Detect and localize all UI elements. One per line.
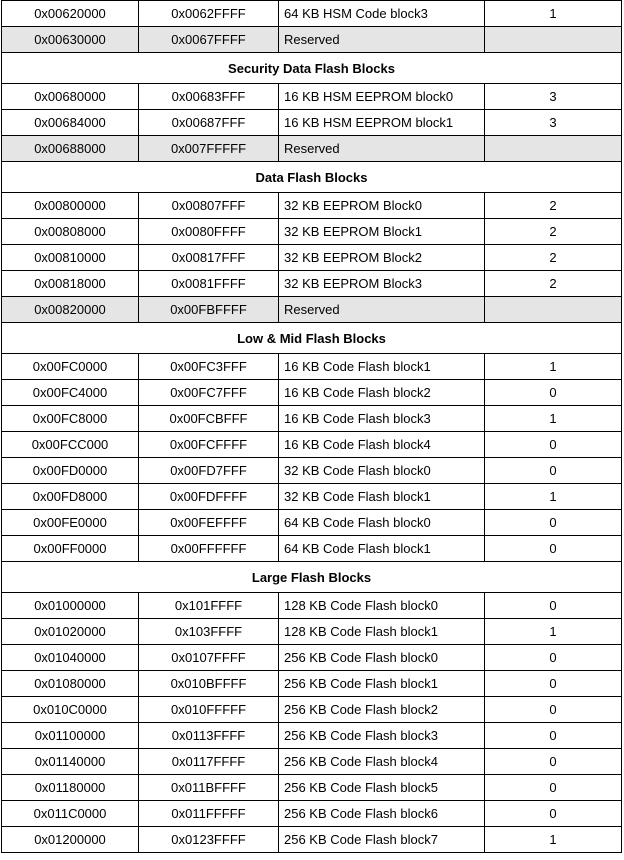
start-address-cell: 0x00FC4000 <box>2 380 139 406</box>
value-cell: 3 <box>485 84 622 110</box>
block-description-cell: 16 KB HSM EEPROM block0 <box>279 84 485 110</box>
table-row <box>2 406 622 432</box>
table-row <box>2 271 622 297</box>
start-address-cell: 0x010C0000 <box>2 697 139 723</box>
end-address-cell: 0x0113FFFF <box>139 723 279 749</box>
block-description-cell: 32 KB EEPROM Block2 <box>279 245 485 271</box>
start-address-cell: 0x00FE0000 <box>2 510 139 536</box>
end-address-cell: 0x00FBFFFF <box>139 297 279 323</box>
table-row <box>2 219 622 245</box>
end-address-cell: 0x00FC7FFF <box>139 380 279 406</box>
value-cell: 0 <box>485 432 622 458</box>
table-row <box>2 458 622 484</box>
section-title: Low & Mid Flash Blocks <box>2 323 622 354</box>
block-description-cell: 32 KB Code Flash block1 <box>279 484 485 510</box>
table-row <box>2 484 622 510</box>
value-cell <box>485 136 622 162</box>
value-cell: 1 <box>485 406 622 432</box>
value-cell: 0 <box>485 801 622 827</box>
end-address-cell: 0x0117FFFF <box>139 749 279 775</box>
table-row <box>2 645 622 671</box>
value-cell: 1 <box>485 484 622 510</box>
value-cell: 0 <box>485 510 622 536</box>
table-row <box>2 697 622 723</box>
block-description-cell: 64 KB HSM Code block3 <box>279 1 485 27</box>
table-row <box>2 380 622 406</box>
section-title: Large Flash Blocks <box>2 562 622 593</box>
start-address-cell: 0x00800000 <box>2 193 139 219</box>
value-cell: 0 <box>485 775 622 801</box>
end-address-cell: 0x00687FFF <box>139 110 279 136</box>
table-row <box>2 1 622 27</box>
table-row <box>2 354 622 380</box>
table-row <box>2 593 622 619</box>
start-address-cell: 0x00FC0000 <box>2 354 139 380</box>
block-description-cell: 256 KB Code Flash block7 <box>279 827 485 853</box>
end-address-cell: 0x00FDFFFF <box>139 484 279 510</box>
end-address-cell: 0x011FFFFF <box>139 801 279 827</box>
block-description-cell: 16 KB Code Flash block3 <box>279 406 485 432</box>
block-description-cell: Reserved <box>279 27 485 53</box>
value-cell <box>485 27 622 53</box>
table-row <box>2 510 622 536</box>
block-description-cell: 32 KB EEPROM Block0 <box>279 193 485 219</box>
start-address-cell: 0x00820000 <box>2 297 139 323</box>
end-address-cell: 0x011BFFFF <box>139 775 279 801</box>
start-address-cell: 0x01140000 <box>2 749 139 775</box>
start-address-cell: 0x00FD8000 <box>2 484 139 510</box>
value-cell: 0 <box>485 697 622 723</box>
reserved-row <box>2 297 622 323</box>
value-cell: 2 <box>485 245 622 271</box>
value-cell: 1 <box>485 619 622 645</box>
table-row <box>2 749 622 775</box>
value-cell: 0 <box>485 536 622 562</box>
start-address-cell: 0x00FD0000 <box>2 458 139 484</box>
end-address-cell: 0x0107FFFF <box>139 645 279 671</box>
start-address-cell: 0x00680000 <box>2 84 139 110</box>
end-address-cell: 0x00FEFFFF <box>139 510 279 536</box>
block-description-cell: 256 KB Code Flash block3 <box>279 723 485 749</box>
block-description-cell: 256 KB Code Flash block1 <box>279 671 485 697</box>
reserved-row <box>2 136 622 162</box>
end-address-cell: 0x010FFFFF <box>139 697 279 723</box>
value-cell: 0 <box>485 380 622 406</box>
end-address-cell: 0x00FCBFFF <box>139 406 279 432</box>
value-cell: 2 <box>485 271 622 297</box>
value-cell: 3 <box>485 110 622 136</box>
value-cell: 1 <box>485 1 622 27</box>
value-cell: 0 <box>485 593 622 619</box>
start-address-cell: 0x00630000 <box>2 27 139 53</box>
value-cell: 0 <box>485 749 622 775</box>
block-description-cell: 32 KB EEPROM Block3 <box>279 271 485 297</box>
start-address-cell: 0x00FF0000 <box>2 536 139 562</box>
value-cell: 1 <box>485 354 622 380</box>
start-address-cell: 0x00FC8000 <box>2 406 139 432</box>
end-address-cell: 0x0080FFFF <box>139 219 279 245</box>
block-description-cell: 128 KB Code Flash block1 <box>279 619 485 645</box>
section-header-row <box>2 53 622 84</box>
block-description-cell: 16 KB Code Flash block1 <box>279 354 485 380</box>
start-address-cell: 0x01180000 <box>2 775 139 801</box>
end-address-cell: 0x00FD7FFF <box>139 458 279 484</box>
start-address-cell: 0x01100000 <box>2 723 139 749</box>
start-address-cell: 0x00808000 <box>2 219 139 245</box>
end-address-cell: 0x00683FFF <box>139 84 279 110</box>
start-address-cell: 0x01000000 <box>2 593 139 619</box>
block-description-cell: 64 KB Code Flash block1 <box>279 536 485 562</box>
value-cell: 0 <box>485 723 622 749</box>
start-address-cell: 0x01080000 <box>2 671 139 697</box>
table-row <box>2 245 622 271</box>
table-row <box>2 827 622 853</box>
end-address-cell: 0x0123FFFF <box>139 827 279 853</box>
block-description-cell: 256 KB Code Flash block2 <box>279 697 485 723</box>
table-row <box>2 536 622 562</box>
block-description-cell: 256 KB Code Flash block6 <box>279 801 485 827</box>
start-address-cell: 0x00684000 <box>2 110 139 136</box>
section-header-row <box>2 162 622 193</box>
section-header-row <box>2 562 622 593</box>
block-description-cell: 32 KB Code Flash block0 <box>279 458 485 484</box>
block-description-cell: 16 KB HSM EEPROM block1 <box>279 110 485 136</box>
table-body <box>2 1 622 853</box>
value-cell: 0 <box>485 671 622 697</box>
start-address-cell: 0x011C0000 <box>2 801 139 827</box>
start-address-cell: 0x00810000 <box>2 245 139 271</box>
table-row <box>2 775 622 801</box>
block-description-cell: Reserved <box>279 297 485 323</box>
value-cell: 0 <box>485 645 622 671</box>
value-cell: 0 <box>485 458 622 484</box>
end-address-cell: 0x00FFFFFF <box>139 536 279 562</box>
start-address-cell: 0x00FCC000 <box>2 432 139 458</box>
end-address-cell: 0x00FC3FFF <box>139 354 279 380</box>
table-row <box>2 110 622 136</box>
section-header-row <box>2 323 622 354</box>
reserved-row <box>2 27 622 53</box>
section-title: Security Data Flash Blocks <box>2 53 622 84</box>
table-row <box>2 193 622 219</box>
table-row <box>2 801 622 827</box>
start-address-cell: 0x01040000 <box>2 645 139 671</box>
block-description-cell: 256 KB Code Flash block5 <box>279 775 485 801</box>
end-address-cell: 0x00FCFFFF <box>139 432 279 458</box>
flash-memory-map-table <box>1 0 622 853</box>
block-description-cell: 256 KB Code Flash block0 <box>279 645 485 671</box>
start-address-cell: 0x01020000 <box>2 619 139 645</box>
value-cell: 2 <box>485 193 622 219</box>
value-cell <box>485 297 622 323</box>
block-description-cell: 256 KB Code Flash block4 <box>279 749 485 775</box>
table-row <box>2 619 622 645</box>
block-description-cell: 64 KB Code Flash block0 <box>279 510 485 536</box>
table-row <box>2 84 622 110</box>
block-description-cell: 128 KB Code Flash block0 <box>279 593 485 619</box>
block-description-cell: 32 KB EEPROM Block1 <box>279 219 485 245</box>
value-cell: 1 <box>485 827 622 853</box>
start-address-cell: 0x00620000 <box>2 1 139 27</box>
value-cell: 2 <box>485 219 622 245</box>
block-description-cell: 16 KB Code Flash block4 <box>279 432 485 458</box>
end-address-cell: 0x0081FFFF <box>139 271 279 297</box>
end-address-cell: 0x103FFFF <box>139 619 279 645</box>
table-row <box>2 723 622 749</box>
end-address-cell: 0x0067FFFF <box>139 27 279 53</box>
table-row <box>2 671 622 697</box>
end-address-cell: 0x00817FFF <box>139 245 279 271</box>
end-address-cell: 0x010BFFFF <box>139 671 279 697</box>
block-description-cell: Reserved <box>279 136 485 162</box>
end-address-cell: 0x0062FFFF <box>139 1 279 27</box>
end-address-cell: 0x101FFFF <box>139 593 279 619</box>
end-address-cell: 0x00807FFF <box>139 193 279 219</box>
section-title: Data Flash Blocks <box>2 162 622 193</box>
end-address-cell: 0x007FFFFF <box>139 136 279 162</box>
table-row <box>2 432 622 458</box>
block-description-cell: 16 KB Code Flash block2 <box>279 380 485 406</box>
start-address-cell: 0x01200000 <box>2 827 139 853</box>
start-address-cell: 0x00688000 <box>2 136 139 162</box>
start-address-cell: 0x00818000 <box>2 271 139 297</box>
